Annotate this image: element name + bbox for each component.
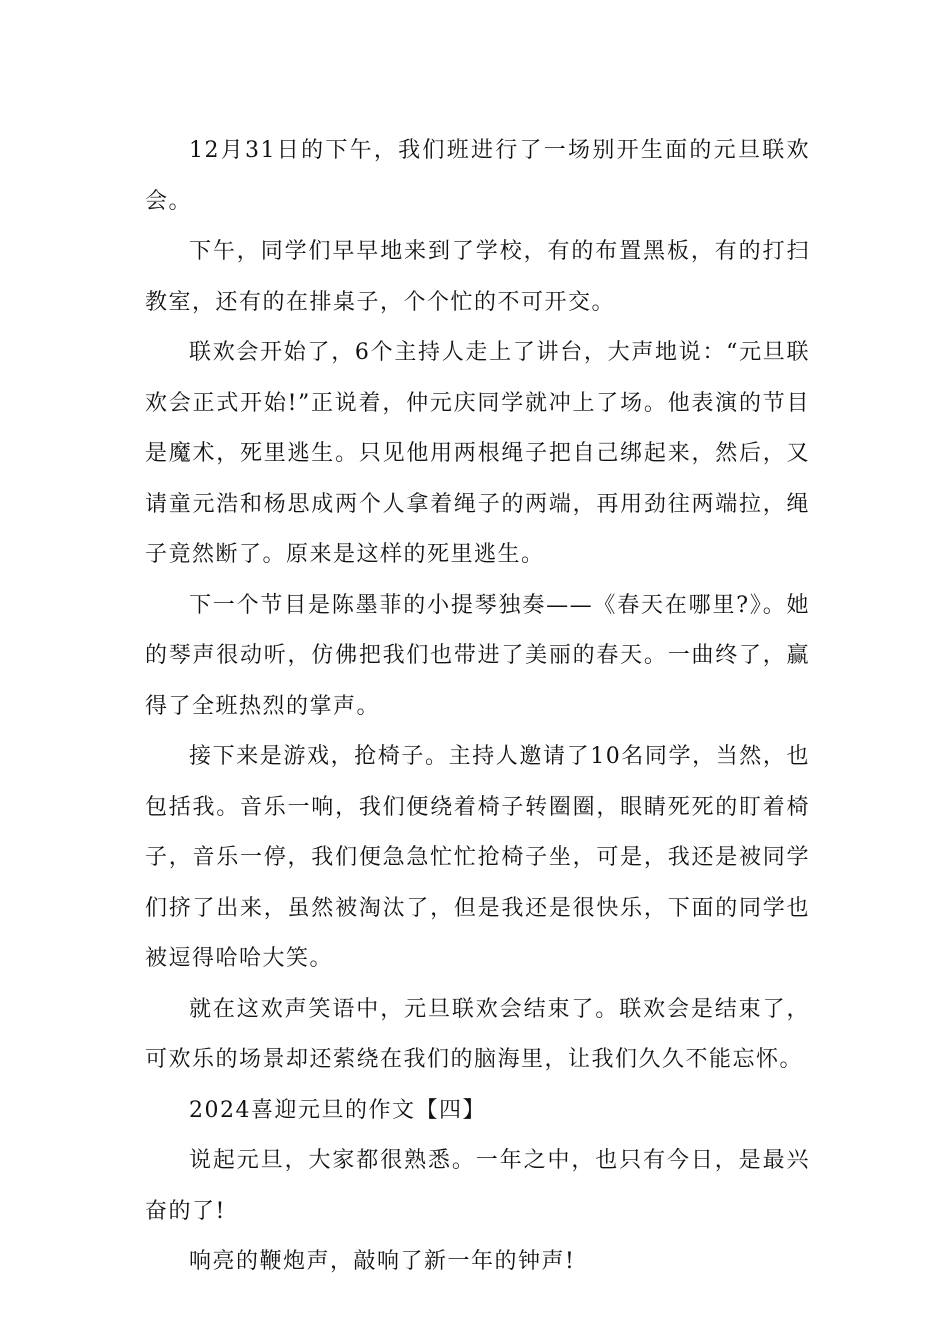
paragraph: 说起元旦，大家都很熟悉。一年之中，也只有今日，是最兴奋的了! <box>145 1148 810 1224</box>
paragraph: 就在这欢声笑语中，元旦联欢会结束了。联欢会是结束了，可欢乐的场景却还萦绕在我们的脑海里，让我们久久不能忘怀。 <box>145 996 810 1072</box>
paragraph: 下一个节目是陈墨菲的小提琴独奏——《春天在哪里?》。她的琴声很动听，仿佛把我们也带进了美丽的春天。一曲终了，赢得了全班热烈的掌声。 <box>145 592 810 719</box>
paragraph: 接下来是游戏，抢椅子。主持人邀请了10名同学，当然，也包括我。音乐一响，我们便绕着椅子转圈圈，眼睛死死的盯着椅子，音乐一停，我们便急急忙忙抢椅子坐，可是，我还是被同学们挤了出来，虽然被淘汰了，但是我还是很快乐，下面的同学也被逗得哈哈大笑。 <box>145 744 810 971</box>
paragraph: 响亮的鞭炮声，敲响了新一年的钟声! <box>189 1249 576 1274</box>
paragraph: 下午，同学们早早地来到了学校，有的布置黑板，有的打扫教室，还有的在排桌子，个个忙的不可开交。 <box>145 239 810 315</box>
document-body <box>145 126 810 1288</box>
section-heading: 2024喜迎元旦的作文【四】 <box>189 1097 486 1123</box>
paragraph: 联欢会开始了，6个主持人走上了讲台，大声地说：“元旦联欢会正式开始!”正说着，仲元庆同学就冲上了场。他表演的节目是魔术，死里逃生。只见他用两根绳子把自己绑起来，然后，又请童元浩和杨思成两个人拿着绳子的两端，再用劲往两端拉，绳子竟然断了。原来是这样的死里逃生。 <box>145 340 810 567</box>
paragraph: 12月31日的下午，我们班进行了一场别开生面的元旦联欢会。 <box>145 138 810 214</box>
